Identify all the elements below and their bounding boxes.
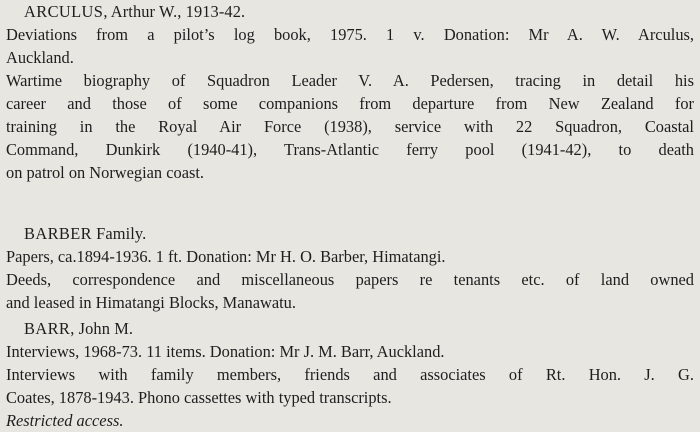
entry-heading [6, 222, 694, 245]
entry-heading-rest: , John M. [70, 319, 134, 338]
entry-surname: BARR [24, 319, 71, 338]
entry-heading [6, 317, 694, 340]
entry-heading [6, 0, 694, 23]
description [6, 268, 694, 314]
description-line: on patrol on Norwegian coast. [6, 163, 205, 182]
description [6, 69, 694, 184]
catalogue-entry-barr [6, 317, 694, 432]
catalogue-entry-barber [6, 222, 694, 314]
description-line: Wartime biography of Squadron Leader V. A. Pedersen, tracing in detail his [6, 71, 694, 90]
holding-statement [6, 340, 694, 363]
holding-line: Deviations from a pilot’s log book, 1975. 1 v. Donation: Mr A. W. Arculus, [6, 25, 694, 44]
description-line: Interviews with family members, friends and associates of Rt. Hon. J. G. [6, 365, 694, 384]
description-line: training in the Royal Air Force (1938), service with 22 Squadron, Coastal [6, 117, 694, 136]
entry-heading-rest: , Arthur W., 1913-42. [103, 2, 246, 21]
holding-line: Interviews, 1968-73. 11 items. Donation: Mr J. M. Barr, Auckland. [6, 342, 445, 361]
catalogue-entry-arculus [6, 0, 694, 184]
restriction-note: Restricted access. [6, 411, 124, 430]
entry-heading-rest: Family. [91, 224, 147, 243]
description [6, 363, 694, 409]
description-line: career and those of some companions from departure from New Zealand for [6, 94, 694, 113]
holding-line: Papers, ca.1894-1936. 1 ft. Donation: Mr H. O. Barber, Himatangi. [6, 247, 446, 266]
description-line: Command, Dunkirk (1940-41), Trans-Atlantic ferry pool (1941-42), to death [6, 140, 694, 159]
entry-surname: BARBER [24, 224, 92, 243]
entry-surname: ARCULUS [24, 2, 104, 21]
holding-statement [6, 245, 694, 268]
holding-statement [6, 23, 694, 69]
description-line: Deeds, correspondence and miscellaneous papers re tenants etc. of land owned [6, 270, 694, 289]
description-line: Coates, 1878-1943. Phono cassettes with typed transcripts. [6, 388, 392, 407]
holding-line: Auckland. [6, 48, 74, 67]
description-line: and leased in Himatangi Blocks, Manawatu. [6, 293, 296, 312]
